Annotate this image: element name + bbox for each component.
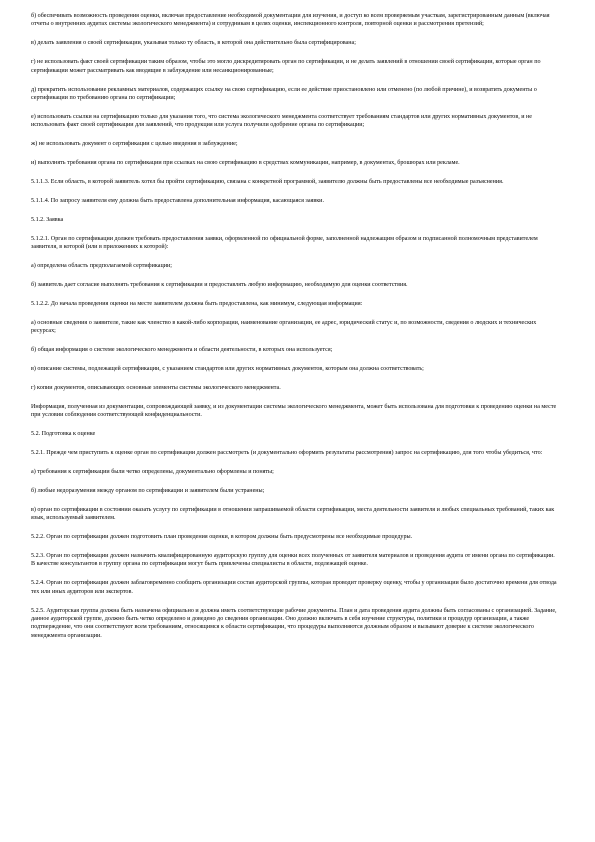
paragraph-item-zh: ж) не использовать документ о сертификации с целью введения в заблуждение;: [31, 141, 238, 148]
paragraph-info-g: г) копии документов, описывающих основные элементы системы экологического менеджмента.: [31, 384, 281, 391]
paragraph-5-2-4: 5.2.4. Орган по сертификации должен заблаговременно сообщить организации состав аудиторской группы, которая проводит проверку оценку, чтобы у организации было достаточно времени для отвода тех или иных аудиторов или экспертов.: [31, 580, 557, 595]
paragraph-5-1-2-2: 5.1.2.2. До начала проведения оценки на месте заявителем должна быть предоставлена, как минимум, следующая информация:: [31, 300, 363, 307]
paragraph-5-1-1-4: 5.1.1.4. По запросу заявителя ему должна быть предоставлена дополнительная информация, касающаяся заявки.: [31, 197, 324, 204]
paragraph-review-v: в) орган по сертификации в состоянии оказать услугу по сертификации в отношении запрашиваемой области сертификации, места деятельности заявителя и любых специальных требований, таких как язык, используемый заявителем.: [31, 506, 555, 522]
paragraph-info-a: а) основные сведения о заявителе, такие как членство в какой-либо корпорации, наименование организации, ее адрес, юридический статус и, по возможности, сведения о людских и технических ресурсах;: [31, 319, 537, 335]
paragraph-info-b: б) общая информация о системе экологического менеджмента и области деятельности, в которых она используется;: [31, 347, 333, 354]
section-heading-5-1-2: 5.1.2. Заявка: [31, 216, 64, 223]
paragraph-5-2-1: 5.2.1. Прежде чем приступить к оценке орган по сертификации должен рассмотреть (и документально оформить результаты рассмотрения) запрос на сертификацию, для того чтобы убедиться, что:: [31, 449, 543, 456]
section-heading-5-2: 5.2. Подготовка к оценке: [31, 431, 96, 438]
paragraph-5-2-5: 5.2.5. Аудиторская группа должна быть назначена официально и должна иметь соответствующие рабочие документы. План и дата проведения аудита должны быть согласованы с организацией. Задание, данное аудиторской группе, должно быть четко определено и доведено до сведения организации. Оно должно включать в себя изучение структуры, политики и процедур организации, а также подтверждение, что они соответствуют всем требованиям, относящимся к области сертификации, что процедуры выполняются должным образом и вызывают доверие к системе экологического менеджмента организации.: [31, 607, 557, 639]
paragraph-item-b: б) обеспечивать возможность проведения оценки, включая предоставление необходимой документации для изучения, и доступ ко всем проверяемым участкам, зарегистрированным данным (включая отчеты о внутренних аудитах системы экологического менеджмента) и сотрудникам в целях оценки, инспекционного контроля, повторной оценки и рассмотрения претензий;: [31, 13, 550, 28]
paragraph-info-v: в) описание системы, подлежащей сертификации, с указанием стандартов или других нормативных документов, которым она должна соответствовать;: [31, 365, 424, 372]
paragraph-5-1-1-3: 5.1.1.3. Если область, в которой заявитель хотел бы пройти сертификацию, связана с конкретной программой, заявителю должны быть предоставлены все необходимые разъяснения.: [31, 178, 504, 185]
paragraph-application-a: а) определена область предполагаемой сертификации;: [31, 263, 172, 269]
paragraph-5-2-3: 5.2.3. Орган по сертификации должен назначить квалифицированную аудиторскую группу для оценки всех полученных от заявителя материалов и проведения аудита от имени органа по сертификации. В качестве консультантов в группу органа по сертификации могут быть привлечены специалисты в области, подлежащей оценке.: [31, 552, 555, 568]
paragraph-5-1-2-1: 5.1.2.1. Орган по сертификации должен требовать предоставления заявки, оформленной по официальной форме, заполненной надлежащим образом и подписанной полномочным представителем заявителя, в которой (или в приложениях к которой):: [31, 235, 538, 251]
paragraph-confidentiality: Информация, полученная из документации, сопровождающей заявку, и из документации системы экологического менеджмента, может быть использована для подготовки к проведению оценки на месте при условии соблюдения соответствующей конфиденциальности.: [31, 403, 557, 419]
paragraph-application-b: б) заявитель дает согласие выполнять требования к сертификации и предоставлять любую информацию, необходимую для оценки соответствия.: [31, 281, 408, 288]
paragraph-review-a: а) требования к сертификации были четко определены, документально оформлены и поняты;: [31, 468, 274, 475]
paragraph-5-2-2: 5.2.2. Орган по сертификации должен подготовить план проведения оценки, в котором должны быть предусмотрены все необходимые процедуры.: [31, 534, 413, 540]
paragraph-item-d: д) прекратить использование рекламных материалов, содержащих ссылку на свою сертификацию, если ее действие приостановлено или отменено (по любой причине), и возвратить документы о сертификации по требованию органа по сертификации;: [31, 86, 537, 101]
paragraph-item-g: г) не использовать факт своей сертификации таким образом, чтобы это могло дискредитировать орган по сертификации, и не делать заявлений в отношении своей сертификации, которые орган по сертификации может рассматривать как вводящие в заблуждение или несанкционированные;: [31, 59, 541, 74]
paragraph-item-i: и) выполнять требования органа по сертификации при ссылках на свою сертификацию в средствах коммуникации, например, в документах, брошюрах или рекламе.: [31, 160, 460, 167]
paragraph-review-b: б) любые недоразумения между органом по сертификации и заявителем были устранены;: [31, 487, 265, 494]
paragraph-item-e: е) использовать ссылки на сертификацию только для указания того, что система экологического менеджмента соответствует требованиям стандартов или других нормативных документов, и не использовать факт своей сертификации для заявлений, что продукция или услуга получили одобрение органа по сертификации;: [31, 113, 533, 129]
paragraph-item-v: в) делать заявления о своей сертификации, указывая только ту область, в которой она действительно была сертифицирована;: [31, 40, 356, 47]
